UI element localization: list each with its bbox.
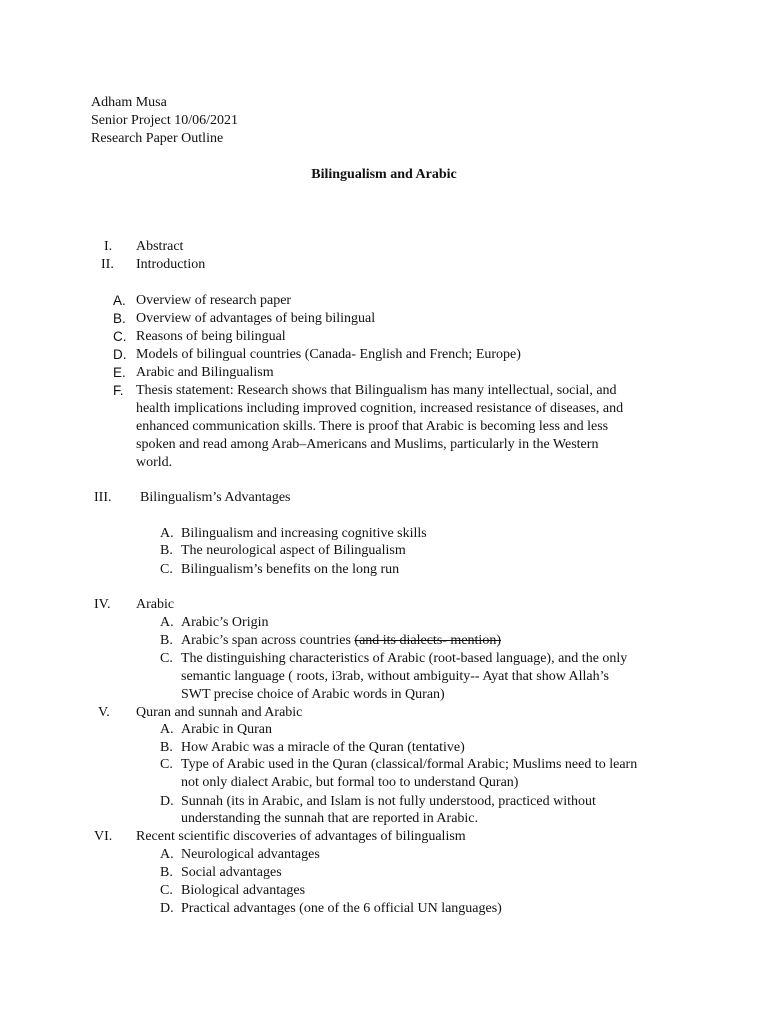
list-item-line: understanding the sunnah that are reported in Arabic. bbox=[181, 811, 479, 826]
section-numeral: III. bbox=[94, 490, 112, 505]
item-letter: B. bbox=[160, 865, 173, 880]
item-letter: A. bbox=[113, 293, 126, 308]
list-item: Models of bilingual countries (Canada- English and French; Europe) bbox=[136, 347, 521, 362]
list-item-line: Type of Arabic used in the Quran (classical/formal Arabic; Muslims need to learn bbox=[181, 757, 638, 772]
section-heading-advantages: Bilingualism’s Advantages bbox=[140, 490, 291, 505]
list-item: The neurological aspect of Bilingualism bbox=[181, 543, 406, 558]
item-letter: B. bbox=[113, 311, 126, 326]
thesis-line: world. bbox=[136, 455, 173, 470]
list-item-line: SWT precise choice of Arabic words in Quran) bbox=[181, 687, 445, 702]
item-letter: A. bbox=[160, 847, 174, 862]
project-line: Senior Project 10/06/2021 bbox=[91, 113, 238, 128]
section-heading-arabic: Arabic bbox=[136, 597, 175, 612]
thesis-line: health implications including improved cognition, increased resistance of diseases, and bbox=[136, 401, 624, 416]
list-item: Overview of advantages of being bilingual bbox=[136, 311, 376, 326]
list-item: Neurological advantages bbox=[181, 847, 320, 862]
author-name: Adham Musa bbox=[91, 95, 167, 110]
item-letter: C. bbox=[160, 757, 173, 772]
item-letter: A. bbox=[160, 526, 174, 541]
section-heading-introduction: Introduction bbox=[136, 257, 206, 272]
section-heading-quran: Quran and sunnah and Arabic bbox=[136, 705, 303, 720]
item-letter: D. bbox=[160, 901, 174, 916]
list-item: Arabic and Bilingualism bbox=[136, 365, 274, 380]
section-heading-discoveries: Recent scientific discoveries of advantages of bilingualism bbox=[136, 829, 466, 844]
thesis-line: enhanced communication skills. There is proof that Arabic is becoming less and less bbox=[136, 419, 609, 434]
list-item: Practical advantages (one of the 6 official UN languages) bbox=[181, 901, 502, 916]
list-item-line: Sunnah (its in Arabic, and Islam is not fully understood, practiced without bbox=[181, 794, 596, 809]
list-item: Arabic’s Origin bbox=[181, 615, 269, 630]
item-letter: C. bbox=[160, 651, 173, 666]
item-letter: C. bbox=[160, 883, 173, 898]
thesis-line: Thesis statement: Research shows that Bilingualism has many intellectual, social, and bbox=[136, 383, 617, 398]
section-heading-abstract: Abstract bbox=[136, 239, 184, 254]
struck-text: (and its dialects- mention) bbox=[354, 633, 501, 648]
section-numeral: IV. bbox=[94, 597, 111, 612]
list-item: Biological advantages bbox=[181, 883, 306, 898]
item-letter: B. bbox=[160, 740, 173, 755]
item-letter: C. bbox=[160, 562, 173, 577]
list-item-text: Arabic’s span across countries bbox=[181, 633, 355, 648]
item-letter: E. bbox=[113, 365, 126, 380]
list-item: Arabic in Quran bbox=[181, 722, 272, 737]
list-item: Overview of research paper bbox=[136, 293, 292, 308]
section-numeral: II. bbox=[101, 257, 114, 272]
item-letter: C. bbox=[113, 329, 127, 344]
item-letter: F. bbox=[113, 383, 124, 398]
item-letter: D. bbox=[113, 347, 127, 362]
thesis-line: spoken and read among Arab–Americans and Muslims, particularly in the Western bbox=[136, 437, 599, 452]
list-item: How Arabic was a miracle of the Quran (tentative) bbox=[181, 740, 465, 755]
list-item-line: The distinguishing characteristics of Arabic (root-based language), and the only bbox=[181, 651, 628, 666]
list-item bbox=[181, 632, 501, 650]
item-letter: B. bbox=[160, 633, 173, 648]
item-letter: D. bbox=[160, 794, 174, 809]
section-numeral: VI. bbox=[94, 829, 113, 844]
section-numeral: V. bbox=[98, 705, 110, 720]
item-letter: A. bbox=[160, 615, 174, 630]
section-numeral: I. bbox=[104, 239, 113, 254]
list-item-line: not only dialect Arabic, but formal too to understand Quran) bbox=[181, 775, 519, 790]
document-type: Research Paper Outline bbox=[91, 131, 224, 146]
item-letter: B. bbox=[160, 543, 173, 558]
page-title: Bilingualism and Arabic bbox=[311, 167, 457, 182]
list-item: Bilingualism and increasing cognitive skills bbox=[181, 526, 427, 541]
list-item: Social advantages bbox=[181, 865, 282, 880]
list-item: Reasons of being bilingual bbox=[136, 329, 286, 344]
item-letter: A. bbox=[160, 722, 174, 737]
list-item: Bilingualism’s benefits on the long run bbox=[181, 562, 400, 577]
list-item-line: semantic language ( roots, i3rab, without ambiguity-- Ayat that show Allah’s bbox=[181, 669, 609, 684]
